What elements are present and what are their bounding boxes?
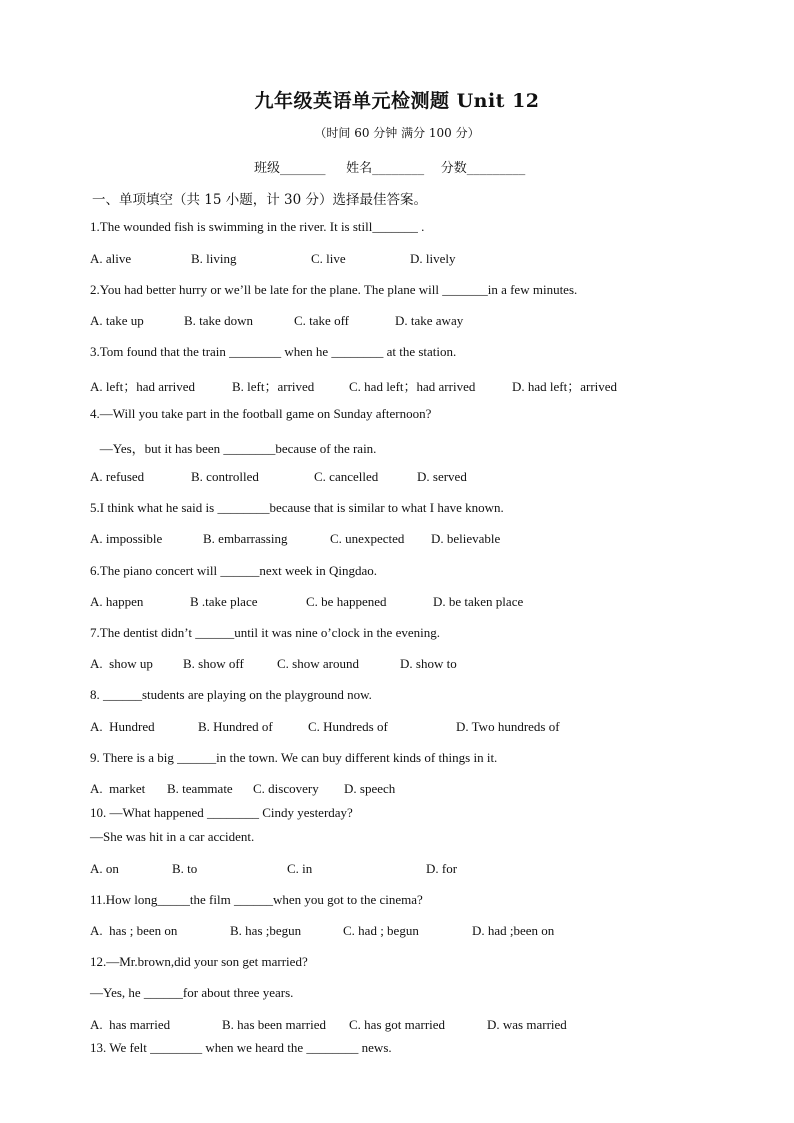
question-9-option-d: D. speech <box>344 781 396 796</box>
question-8-stem: 8. ______students are playing on the playground now. <box>90 687 372 702</box>
page-title: 九年级英语单元检测题 Unit 12 <box>254 90 540 112</box>
question-12-stem: 12.—Mr.brown,did your son get married? <box>90 954 308 969</box>
question-2-option-b: B. take down <box>184 313 253 328</box>
question-2-option-c: C. take off <box>294 313 349 328</box>
question-4-option-c: C. cancelled <box>314 469 379 484</box>
question-4-stem-reply: —Yes，but it has been ________because of the rain. <box>90 441 377 456</box>
question-11-option-b: B. has ;begun <box>230 923 302 938</box>
question-4-option-d: D. served <box>417 469 467 484</box>
question-7-option-c: C. show around <box>277 656 359 671</box>
question-10-option-d: D. for <box>426 861 458 876</box>
question-8-option-d: D. Two hundreds of <box>456 719 560 734</box>
question-12-option-c: C. has got married <box>349 1017 446 1032</box>
question-1-option-d: D. lively <box>410 251 456 266</box>
question-2-option-a: A. take up <box>90 313 144 328</box>
question-10-option-b: B. to <box>172 861 198 876</box>
question-6-option-a: A. happen <box>90 594 144 609</box>
question-7-stem: 7.The dentist didn’t ______until it was nine o’clock in the evening. <box>90 625 440 640</box>
section-heading: 一、单项填空（共 15 小题，计 30 分）选择最佳答案。 <box>92 192 428 208</box>
exam-time-score: （时间 60 分钟 满分 100 分） <box>314 126 480 140</box>
question-9-option-c: C. discovery <box>253 781 319 796</box>
question-8-option-a: A. Hundred <box>90 719 155 734</box>
question-11-option-c: C. had ; begun <box>343 923 419 938</box>
question-12-option-b: B. has been married <box>222 1017 326 1032</box>
question-6-stem: 6.The piano concert will ______next week in Qingdao. <box>90 563 378 578</box>
question-11-option-d: D. had ;been on <box>472 923 555 938</box>
question-3-option-a: A. left；had arrived <box>90 379 196 394</box>
question-10-option-a: A. on <box>90 861 119 876</box>
question-10-stem: 10. —What happened ________ Cindy yesterday? <box>90 805 353 820</box>
question-3-option-b: B. left；arrived <box>232 379 315 394</box>
question-7-option-a: A. show up <box>90 656 153 671</box>
question-6-option-d: D. be taken place <box>433 594 524 609</box>
question-7-option-d: D. show to <box>400 656 457 671</box>
question-6-option-c: C. be happened <box>306 594 387 609</box>
question-4-stem: 4.—Will you take part in the football game on Sunday afternoon? <box>90 406 432 421</box>
question-5-option-a: A. impossible <box>90 531 163 546</box>
question-13-stem: 13. We felt ________ when we heard the ________ news. <box>90 1040 392 1055</box>
question-10-option-c: C. in <box>287 861 313 876</box>
question-8-option-c: C. Hundreds of <box>308 719 388 734</box>
question-7-option-b: B. show off <box>183 656 244 671</box>
question-3-option-c: C. had left；had arrived <box>349 379 476 394</box>
question-2-stem: 2.You had better hurry or we’ll be late for the plane. The plane will _______in a few minutes. <box>90 282 578 297</box>
question-1-option-b: B. living <box>191 251 237 266</box>
question-3-stem: 3.Tom found that the train ________ when he ________ at the station. <box>90 344 457 359</box>
question-3-option-d: D. had left；arrived <box>512 379 618 394</box>
question-6-option-b: B .take place <box>190 594 258 609</box>
question-12-option-d: D. was married <box>487 1017 567 1032</box>
question-1-option-c: C. live <box>311 251 346 266</box>
question-1-stem: 1.The wounded fish is swimming in the river. It is still_______ . <box>90 219 425 234</box>
question-8-option-b: B. Hundred of <box>198 719 273 734</box>
question-9-option-b: B. teammate <box>167 781 233 796</box>
question-11-option-a: A. has ; been on <box>90 923 178 938</box>
question-11-stem: 11.How long_____the film ______when you got to the cinema? <box>90 892 423 907</box>
question-1-option-a: A. alive <box>90 251 132 266</box>
student-info-fields: 班级_______ 姓名________ 分数_________ <box>254 161 526 176</box>
question-9-option-a: A. market <box>90 781 146 796</box>
question-4-option-a: A. refused <box>90 469 145 484</box>
question-2-option-d: D. take away <box>395 313 464 328</box>
question-12-option-a: A. has married <box>90 1017 171 1032</box>
question-5-option-d: D. believable <box>431 531 501 546</box>
question-5-option-c: C. unexpected <box>330 531 405 546</box>
question-5-option-b: B. embarrassing <box>203 531 288 546</box>
question-10-stem-reply: —She was hit in a car accident. <box>90 829 255 844</box>
question-4-option-b: B. controlled <box>191 469 259 484</box>
question-9-stem: 9. There is a big ______in the town. We can buy different kinds of things in it. <box>90 750 498 765</box>
question-5-stem: 5.I think what he said is ________because that is similar to what I have known. <box>90 500 504 515</box>
question-12-stem-reply: —Yes, he ______for about three years. <box>90 985 294 1000</box>
